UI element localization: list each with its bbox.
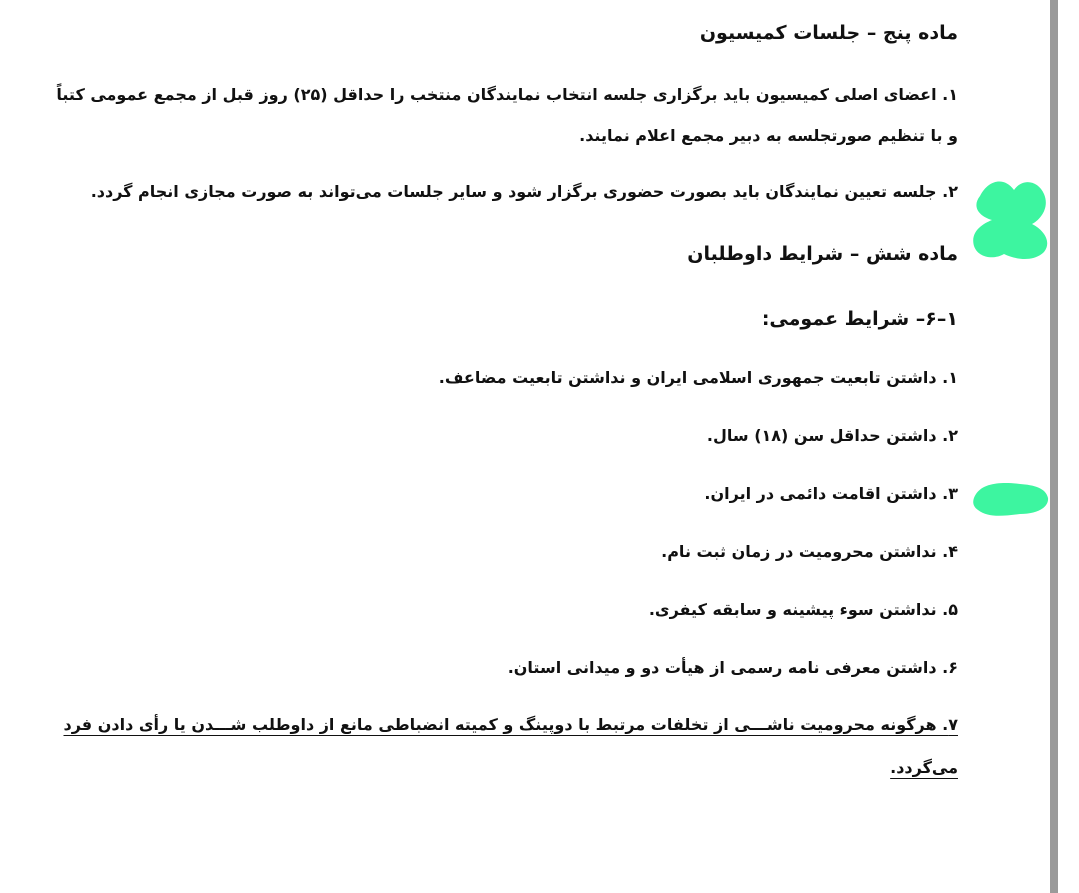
article6-item-1: ۱. داشتن تابعیت جمهوری اسلامی ایران و نداشتن تابعیت مضاعف. (438, 368, 958, 387)
article6-item-4: ۴. نداشتن محرومیت در زمان ثبت نام. (661, 542, 958, 561)
article6-item-7-line2: می‌گردد. (890, 758, 958, 777)
article5-item1-line2: و با تنظیم صورتجلسه به دبیر مجمع اعلام نمایند. (579, 126, 958, 145)
highlighter-mark-2 (970, 476, 1050, 522)
page-edge (1050, 0, 1058, 893)
highlighter-mark-1 (970, 172, 1052, 264)
article6-item-3: ۳. داشتن اقامت دائمی در ایران. (704, 484, 958, 503)
article5-heading: ماده پنج – جلسات کمیسیون (699, 22, 958, 44)
article6-subheading: ۱–۶– شرایط عمومی: (761, 308, 958, 330)
article5-item1-line1: ۱. اعضای اصلی کمیسیون باید برگزاری جلسه انتخاب نمایندگان منتخب را حداقل (۲۵) روز قبل از مجمع عمومی کتباً (56, 85, 958, 104)
article6-item-5: ۵. نداشتن سوء پیشینه و سابقه کیفری. (648, 600, 958, 619)
article6-item-7-line1: ۷. هرگونه محرومیت ناشـــی از تخلفات مرتبط با دوپینگ و کمیته انضباطی مانع از داوطلب شـــدن یا رأی دادن فرد (63, 715, 958, 734)
article6-heading: ماده شش – شرایط داوطلبان (687, 243, 958, 265)
article6-item-2: ۲. داشتن حداقل سن (۱۸) سال. (706, 426, 958, 445)
page-margin (1058, 0, 1079, 893)
article5-item2: ۲. جلسه تعیین نمایندگان باید بصورت حضوری برگزار شود و سایر جلسات می‌تواند به صورت مجازی انجام گردد. (90, 182, 958, 201)
article6-item-6: ۶. داشتن معرفی نامه رسمی از هیأت دو و میدانی استان. (507, 658, 958, 677)
